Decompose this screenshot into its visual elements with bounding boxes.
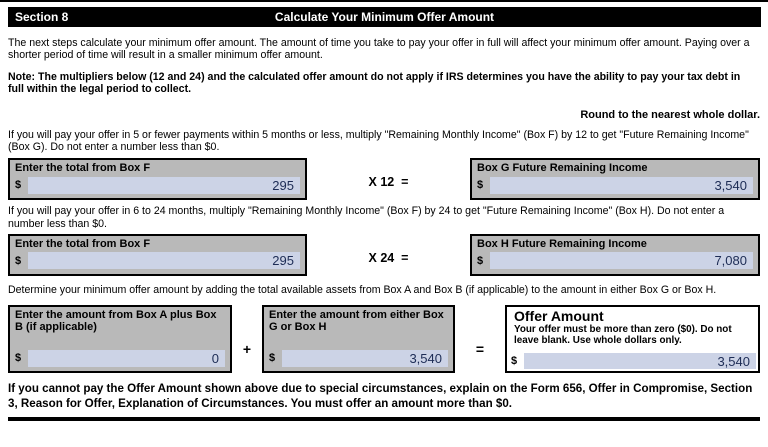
- section-header-bar: [8, 7, 761, 27]
- box-g-input[interactable]: 3,540: [490, 177, 753, 194]
- box-f-entry-1-value-row: [15, 177, 300, 194]
- box-f-entry-2-label: Enter the total from Box F: [15, 238, 151, 251]
- dollar-sign: $: [15, 179, 22, 192]
- intro-paragraph: The next steps calculate your minimum offer amount. The amount of time you take to pay your offer in full will affect your minimum offer amount. Paying over a shorter period of time will result in a smaller minimum offer amount.: [8, 37, 750, 62]
- box-h-input[interactable]: 7,080: [490, 252, 753, 269]
- plus-operator-area: [232, 305, 262, 373]
- section-title: Calculate Your Minimum Offer Amount: [274, 10, 495, 24]
- equals-operator-area: [455, 305, 505, 373]
- box-f-input-1[interactable]: 295: [28, 177, 300, 194]
- dollar-sign: $: [511, 354, 518, 367]
- dollar-sign: $: [477, 179, 484, 192]
- box-f-entry-2: [8, 234, 307, 276]
- assets-input[interactable]: 0: [28, 350, 225, 367]
- offer-amount-box: [505, 305, 760, 373]
- assets-entry-box: [8, 305, 232, 373]
- box-f-entry-1-label: Enter the total from Box F: [15, 162, 151, 175]
- step24-instruction: If you will pay your offer in 6 to 24 months, multiply "Remaining Monthly Income" (Box F) by 24 to get "Future Remaining Income" (Box H). Do not enter a number less than $0.: [8, 205, 725, 230]
- box-h-value-row: [477, 252, 753, 269]
- plus-operator: +: [242, 340, 252, 357]
- box-f-input-2[interactable]: 295: [28, 252, 300, 269]
- box-f-entry-1: [8, 158, 307, 200]
- offer-amount-title: Offer Amount: [514, 307, 604, 324]
- offer-calculation-row: [8, 305, 760, 373]
- final-step-instruction: Determine your minimum offer amount by adding the total available assets from Box A and Box B (if applicable) to the amount in either Box G or Box H.: [8, 284, 717, 297]
- dollar-sign: $: [477, 254, 484, 267]
- bottom-rule: [8, 417, 760, 421]
- section-number: Section 8: [15, 10, 69, 24]
- multiply-12-operator: X 12 =: [368, 175, 409, 190]
- special-circumstances-paragraph: If you cannot pay the Offer Amount shown above due to special circumstances, explain on the Form 656, Offer in Compromise, Section 3, Reason for Offer, Explanation of Circumstances. You must offer an amount more than $0.: [8, 381, 753, 410]
- equals-operator: =: [475, 340, 485, 357]
- dollar-sign: $: [15, 352, 22, 365]
- income-input[interactable]: 3,540: [282, 350, 448, 367]
- income-entry-box: [262, 305, 455, 373]
- box-h-result: [470, 234, 760, 276]
- box-g-value-row: [477, 177, 753, 194]
- note-paragraph: Note: The multipliers below (12 and 24) and the calculated offer amount do not apply if IRS determines you have the ability to pay your tax debt in full within the legal period to collect.: [8, 70, 741, 96]
- step12-instruction: If you will pay your offer in 5 or fewer payments within 5 months or less, multiply "Remaining Monthly Income" (Box F) by 12 to get "Future Remaining Income" (Box G). Do not enter a number less than $0.: [8, 128, 749, 153]
- income-entry-label: Enter the amount from either Box G or Box H: [269, 308, 444, 333]
- offer-amount-input[interactable]: 3,540: [524, 353, 756, 369]
- round-note: Round to the nearest whole dollar.: [580, 108, 760, 121]
- offer-value-row: [511, 353, 756, 369]
- box-f-entry-2-value-row: [15, 252, 300, 269]
- assets-entry-label: Enter the amount from Box A plus Box B (if applicable): [15, 308, 217, 333]
- box-h-label: Box H Future Remaining Income: [477, 238, 647, 251]
- dollar-sign: $: [269, 352, 276, 365]
- offer-amount-note: Your offer must be more than zero ($0). Do not leave blank. Use whole dollars only.: [514, 323, 732, 346]
- step24-operator-area: [307, 234, 470, 276]
- dollar-sign: $: [15, 254, 22, 267]
- assets-value-row: [15, 350, 225, 367]
- top-rule: [0, 0, 768, 2]
- step12-row: [8, 158, 760, 200]
- box-g-result: [470, 158, 760, 200]
- step24-row: [8, 234, 760, 276]
- income-value-row: [269, 350, 448, 367]
- step12-operator-area: [307, 158, 470, 200]
- box-g-label: Box G Future Remaining Income: [477, 162, 648, 175]
- multiply-24-operator: X 24 =: [368, 251, 409, 266]
